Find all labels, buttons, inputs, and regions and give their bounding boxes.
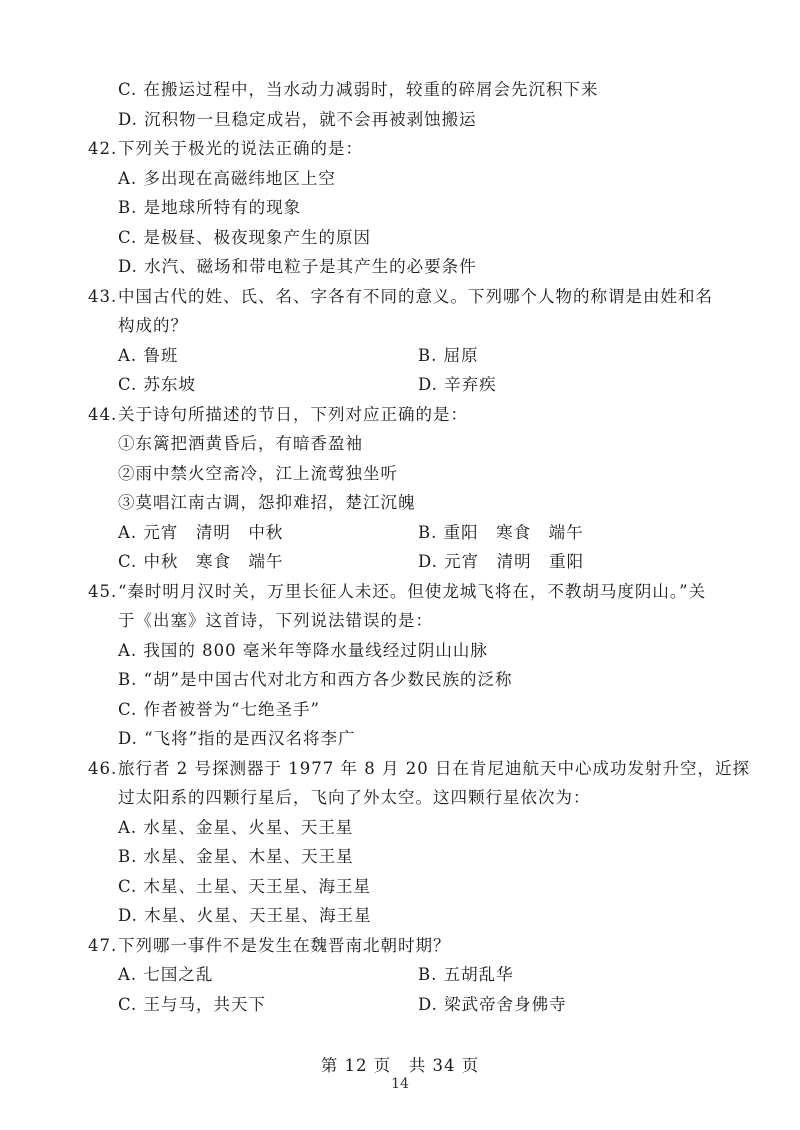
q44-option-a: A. 元宵 清明 中秋 [118, 523, 284, 542]
q44-poem-1: ①东篱把酒黄昏后，有暗香盈袖 [118, 434, 363, 453]
q43-option-d: D. 辛弃疾 [418, 375, 497, 394]
q44-poem-2: ②雨中禁火空斋冷，江上流莺独坐听 [118, 464, 398, 483]
q43-number: 43. [88, 287, 118, 306]
q44-number: 44. [88, 405, 118, 424]
q43-stem-line1: 中国古代的姓、氏、名、字各有不同的意义。下列哪个人物的称谓是由姓和名 [118, 287, 713, 306]
q42-option-b: B. 是地球所特有的现象 [118, 198, 302, 217]
q47-option-a: A. 七国之乱 [118, 965, 214, 984]
q42-stem: 下列关于极光的说法正确的是： [118, 139, 363, 158]
q44-option-d: D. 元宵 清明 重阳 [418, 552, 585, 571]
q47-option-c: C. 王与马，共天下 [118, 995, 267, 1014]
q47-number: 47. [88, 936, 118, 955]
q43-option-b: B. 屈原 [418, 346, 479, 365]
q45-option-b: B. “胡”是中国古代对北方和西方各少数民族的泛称 [118, 670, 513, 689]
q42-option-d: D. 水汽、磁场和带电粒子是其产生的必要条件 [118, 257, 477, 276]
q47-stem: 下列哪一事件不是发生在魏晋南北朝时期？ [118, 936, 451, 955]
q43-option-a: A. 鲁班 [118, 346, 179, 365]
q44-option-c: C. 中秋 寒食 端午 [118, 552, 284, 571]
q45-option-a: A. 我国的 800 毫米年等降水量线经过阴山山脉 [118, 641, 488, 660]
q46-stem-line1: 旅行者 2 号探测器于 1977 年 8 月 20 日在肯尼迪航天中心成功发射升空，近探 [118, 759, 750, 778]
q43-stem-line2: 构成的？ [118, 316, 188, 335]
q45-option-c: C. 作者被誉为“七绝圣手” [118, 700, 320, 719]
q45-stem-line1: “秦时明月汉时关，万里长征人未还。但使龙城飞将在，不教胡马度阴山。”关 [118, 582, 707, 601]
q42-option-c: C. 是极昼、极夜现象产生的原因 [118, 228, 372, 247]
q46-option-c: C. 木星、土星、天王星、海王星 [118, 877, 372, 896]
q41-option-c: C. 在搬运过程中，当水动力减弱时，较重的碎屑会先沉积下来 [118, 80, 599, 99]
q46-option-d: D. 木星、火星、天王星、海王星 [118, 906, 372, 925]
q47-option-d: D. 梁武帝舍身佛寺 [418, 995, 567, 1014]
q42-option-a: A. 多出现在高磁纬地区上空 [118, 169, 336, 188]
q46-number: 46. [88, 759, 118, 778]
q45-option-d: D. “飞将”指的是西汉名将李广 [118, 729, 356, 748]
q44-option-b: B. 重阳 寒食 端午 [418, 523, 584, 542]
q46-option-a: A. 水星、金星、火星、天王星 [118, 818, 354, 837]
q44-poem-3: ③莫唱江南古调，怨抑难招，楚江沉魄 [118, 493, 416, 512]
q45-number: 45. [88, 582, 118, 601]
q42-number: 42. [88, 139, 118, 158]
q47-option-b: B. 五胡乱华 [418, 965, 514, 984]
page-number: 14 [391, 1076, 409, 1092]
q46-option-b: B. 水星、金星、木星、天王星 [118, 847, 354, 866]
q43-option-c: C. 苏东坡 [118, 375, 197, 394]
q41-option-d: D. 沉积物一旦稳定成岩，就不会再被剥蚀搬运 [118, 110, 477, 129]
page-counter: 第 12 页 共 34 页 [320, 1056, 480, 1075]
q46-stem-line2: 过太阳系的四颗行星后，飞向了外太空。这四颗行星依次为： [118, 788, 591, 807]
q44-stem: 关于诗句所描述的节日，下列对应正确的是： [118, 405, 468, 424]
q45-stem-line2: 于《出塞》这首诗，下列说法错误的是： [118, 611, 433, 630]
